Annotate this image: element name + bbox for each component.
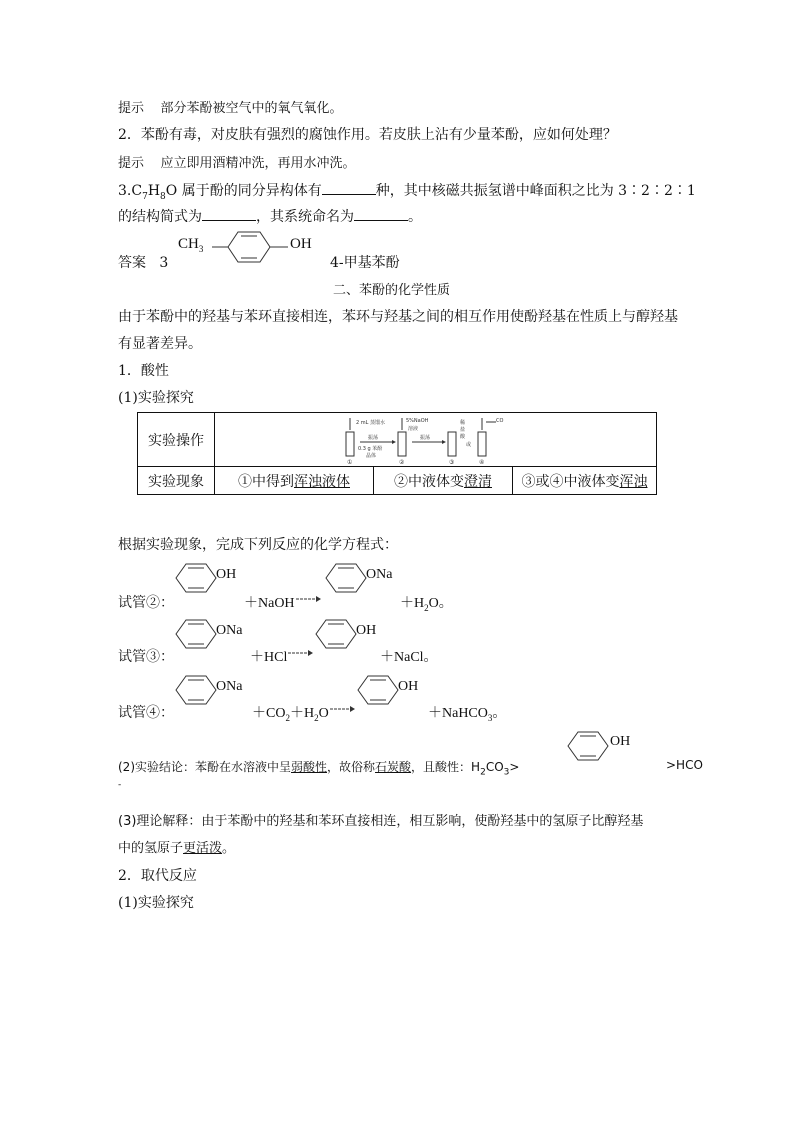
hint-label: 提示 — [118, 156, 145, 171]
question-3-line-1 — [118, 180, 696, 202]
answer-name: 4-甲基苯酚 — [330, 255, 400, 271]
arrow-icon — [288, 646, 314, 660]
eq4-nahco3 — [428, 702, 506, 723]
obs-underlined: 浑浊 — [619, 473, 648, 490]
tube-number: ④ — [478, 458, 484, 466]
obs-underlined: 澄清 — [464, 473, 492, 490]
eq3-p-oh: OH — [356, 623, 377, 638]
q3-text: ，其系统命名为 — [256, 209, 354, 225]
answer-label-text: 答案 — [118, 255, 146, 271]
row-label-operation: 实验操作 — [138, 413, 215, 467]
diagram-label: 或 — [465, 441, 471, 448]
eq2-naoh: ＋NaOH — [244, 596, 295, 611]
q3-text: 种，其中核磁共振氢谱中峰面积之比为 3∶2∶2∶1 — [375, 183, 696, 199]
test-tube-diagram — [336, 414, 536, 466]
diagram-label: CO — [495, 417, 503, 424]
diagram-label: 酸 — [459, 433, 465, 440]
eq4-p-oh: OH — [398, 679, 419, 694]
conclusion-text: > — [509, 760, 520, 774]
eq-text: ＋NaHCO — [428, 706, 488, 721]
conclusion-line-2: - — [118, 780, 122, 790]
phenol-ring-icon — [354, 674, 400, 720]
obs-underlined: 浑浊液体 — [294, 473, 350, 490]
conclusion-hco3: >HCO — [666, 758, 703, 772]
q3-text: 。 — [408, 209, 422, 225]
theory-underlined: 更活泼 — [183, 841, 223, 856]
ch3-text: CH — [178, 236, 199, 252]
q3-sub: 8 — [160, 191, 166, 202]
conclusion-sub: 3 — [503, 767, 510, 778]
experiment-table — [137, 412, 657, 495]
arrow-icon — [330, 702, 356, 716]
acidity-subheading: (1)实验探究 — [118, 390, 194, 406]
section-title: 二、苯酚的化学性质 — [333, 283, 451, 298]
phenol-ring-icon — [564, 730, 610, 776]
intro-line-1: 由于苯酚中的羟基与苯环直接相连，苯环与羟基之间的相互作用使酚羟基在性质上与醇羟基 — [118, 309, 678, 325]
answer-oh: OH — [290, 236, 312, 252]
conclusion-line — [118, 758, 519, 777]
diagram-label: 稀 — [459, 419, 465, 426]
eq4-label: 试管④： — [118, 705, 174, 721]
obs-text: ①中得到 — [238, 473, 294, 490]
eq2-label: 试管②： — [118, 595, 174, 611]
conclusion-underlined: 弱酸性 — [291, 760, 328, 774]
eq-text: ＋H — [289, 706, 315, 721]
eq-text: O — [318, 706, 329, 721]
hint-1 — [118, 97, 343, 116]
question-3-line-2 — [118, 206, 422, 226]
answer-number: 3 — [159, 255, 169, 271]
diagram-label: 振荡 — [419, 434, 430, 441]
eq-text: ＋H — [400, 596, 425, 611]
hint-text: 应立即用酒精冲洗，再用水冲洗。 — [160, 156, 356, 171]
question-2: 2．苯酚有毒，对皮肤有强烈的腐蚀作用。若皮肤上沾有少量苯酚，应如何处理？ — [118, 127, 617, 143]
eq3-hcl: ＋HCl — [250, 650, 288, 665]
eq2-p-ona: ONa — [366, 567, 393, 582]
diagram-label: 5%NaOH — [405, 417, 428, 424]
phenoxide-ring-icon — [172, 618, 218, 664]
eq4-reactants — [252, 702, 329, 723]
eq2-r-oh: OH — [216, 567, 237, 582]
q3-text: 3.C — [118, 183, 143, 199]
eq3-nacl: ＋NaCl。 — [380, 650, 438, 665]
phenoxide-ring-icon — [322, 562, 368, 608]
q3-text: H — [147, 183, 161, 199]
substitution-subheading: (1)实验探究 — [118, 895, 194, 911]
conclusion-underlined: 石炭酸 — [375, 760, 412, 774]
obs-text: ②中液体变 — [394, 473, 464, 490]
conclusion-text: CO — [485, 760, 504, 774]
tube-number: ① — [346, 458, 352, 466]
conclusion-text: (2)实验结论：苯酚在水溶液中呈 — [118, 760, 291, 774]
q3-text: 的结构简式为 — [118, 209, 202, 225]
eq-sub: 2 — [285, 712, 290, 723]
eq-sub: 2 — [424, 602, 429, 613]
ch3-sub: 3 — [198, 244, 204, 254]
conclusion-sub: 2 — [480, 767, 486, 778]
hint-label: 提示 — [118, 101, 145, 116]
eq-sub: 3 — [487, 712, 493, 723]
conclusion-text: ，故俗称 — [327, 760, 376, 774]
diagram-label: 振荡 — [367, 434, 378, 441]
substitution-heading: 2．取代反应 — [118, 868, 197, 884]
q3-sub: 7 — [142, 191, 148, 202]
obs-text: ③或④中液体变 — [521, 473, 620, 490]
phenol-ring-icon — [312, 618, 358, 664]
diagram-label: 2 mL 蒸馏水 — [355, 419, 385, 426]
phenoxide-ring-icon — [172, 674, 218, 720]
acidity-heading: 1．酸性 — [118, 363, 169, 379]
experiment-diagram-cell — [215, 413, 657, 467]
theory-line-1: (3)理论解释：由于苯酚中的羟基和苯环直接相连，相互影响，使酚羟基中的氢原子比醇羟基 — [118, 814, 644, 829]
equation-intro: 根据实验现象，完成下列反应的化学方程式： — [118, 537, 398, 553]
observation-1 — [215, 467, 374, 495]
eq3-r-ona: ONa — [216, 623, 243, 638]
tube-number: ② — [398, 458, 404, 466]
eq2-h2o — [400, 592, 453, 613]
theory-text: 。 — [222, 841, 236, 856]
hint-2 — [118, 152, 356, 171]
eq-text: ＋CO — [252, 706, 286, 721]
answer-ch3 — [178, 236, 203, 254]
eq3-label: 试管③： — [118, 649, 174, 665]
theory-line-2 — [118, 837, 235, 856]
eq-sub: 2 — [314, 712, 319, 723]
answer-blank[interactable] — [322, 180, 376, 195]
diagram-label: 晶体 — [365, 452, 376, 459]
conclusion-text: ，且酸性：H — [411, 760, 481, 774]
diagram-label: 溶液 — [407, 425, 418, 432]
observation-3 — [513, 467, 657, 495]
hint-text: 部分苯酚被空气中的氧气氧化。 — [160, 101, 343, 116]
answer-label — [118, 252, 168, 272]
eq4-r-ona: ONa — [216, 679, 243, 694]
diagram-label: 盐 — [459, 426, 465, 433]
intro-line-2: 有显著差异。 — [118, 336, 202, 352]
diagram-label: 0.3 g 苯酚 — [357, 445, 382, 452]
row-label-observation: 实验现象 — [138, 467, 215, 495]
tube-number: ③ — [448, 458, 454, 466]
theory-text: 中的氢原子 — [118, 841, 184, 856]
eq-text: O。 — [428, 596, 453, 611]
q3-text: O 属于酚的同分异构体有 — [165, 183, 322, 199]
answer-blank[interactable] — [354, 206, 408, 221]
phenol-ring-icon — [172, 562, 218, 608]
answer-blank[interactable] — [202, 206, 256, 221]
observation-2 — [374, 467, 513, 495]
benzene-ring-icon — [212, 230, 292, 266]
arrow-icon — [296, 592, 322, 606]
eq-text: 。 — [492, 706, 507, 721]
conclusion-oh: OH — [610, 734, 631, 749]
